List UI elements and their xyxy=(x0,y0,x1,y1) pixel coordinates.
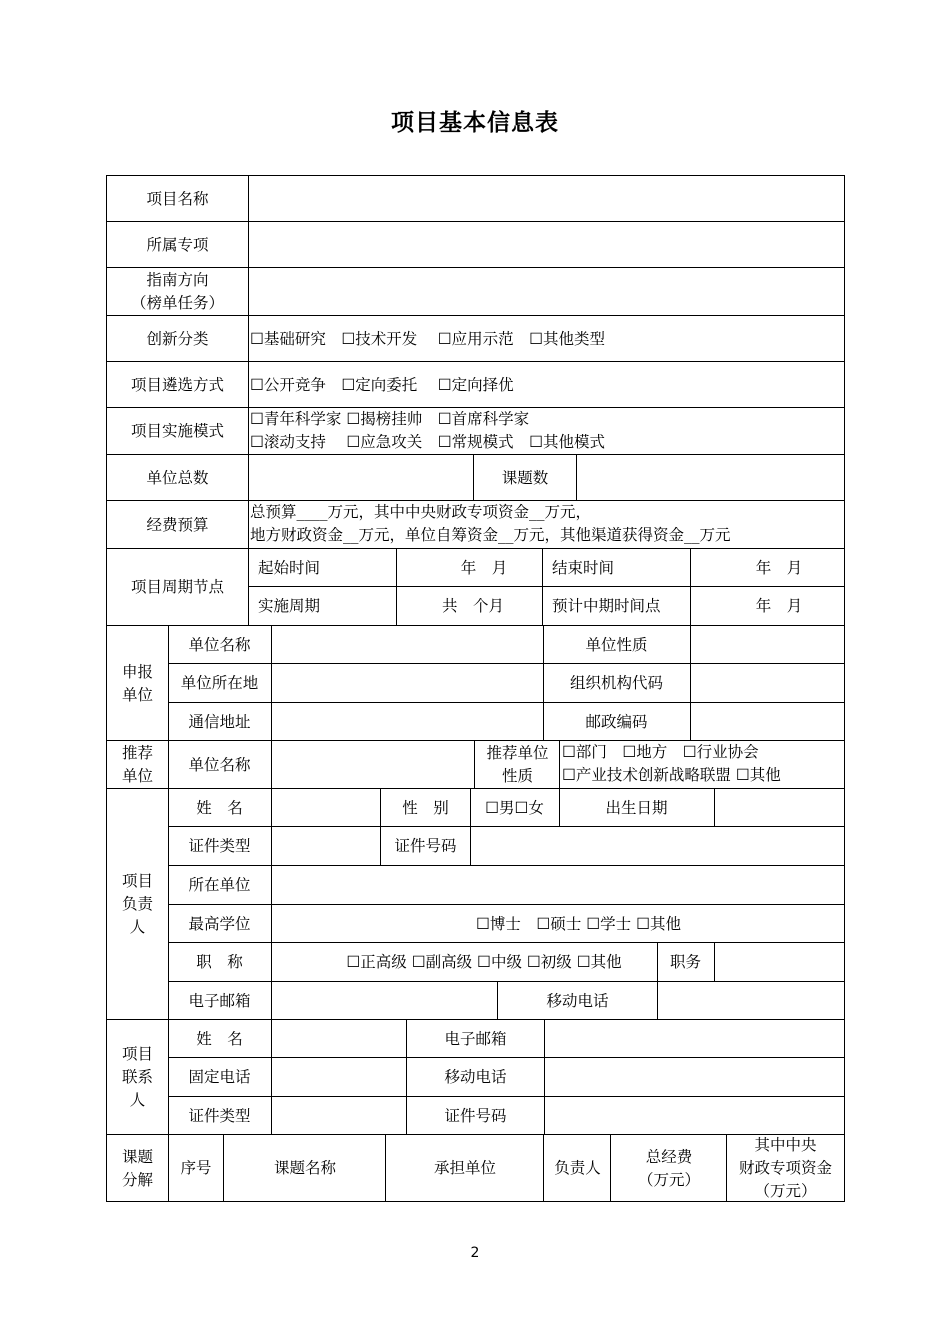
subjects-col-leader: 负责人 xyxy=(554,1159,601,1177)
col-divider xyxy=(714,788,715,827)
subjects-central-line2: 财政专项资金 xyxy=(738,1159,832,1177)
contact-group-line3: 人 xyxy=(129,1091,146,1109)
col-divider xyxy=(543,1134,544,1202)
row-divider xyxy=(107,221,845,222)
label-impl-period: 实施周期 xyxy=(258,597,321,615)
row-divider xyxy=(107,361,845,362)
budget-line1: 总预算____万元，其中中央财政专项资金__万元， xyxy=(250,503,592,521)
col-divider xyxy=(406,1019,407,1135)
col-divider xyxy=(726,1134,727,1202)
col-divider xyxy=(385,1134,386,1202)
applicant-group-line1: 申报 xyxy=(121,662,153,681)
label-impl-mode: 项目实施模式 xyxy=(130,422,224,440)
contact-phone-field[interactable] xyxy=(272,1059,406,1096)
label-leader-id-no: 证件号码 xyxy=(394,837,457,855)
recommender-nature-options[interactable] xyxy=(560,741,844,789)
leader-degree-options[interactable]: ☐博士 ☐硕士 ☐学士 ☐其他 xyxy=(476,914,681,933)
row-divider xyxy=(107,500,845,501)
label-contact-id-type: 证件类型 xyxy=(188,1106,251,1125)
contact-id-type-field[interactable] xyxy=(272,1098,406,1134)
recommender-group-line2: 单位 xyxy=(121,767,153,785)
guide-direction-field[interactable] xyxy=(249,269,844,315)
col-divider xyxy=(544,1019,545,1135)
applicant-row-divider xyxy=(168,663,845,664)
label-leader-degree: 最高学位 xyxy=(188,914,251,933)
special-program-field[interactable] xyxy=(249,223,844,267)
group-column-divider xyxy=(168,625,169,1202)
recommender-unit-name-field[interactable] xyxy=(272,742,474,788)
contact-email-field[interactable] xyxy=(545,1021,844,1057)
leader-position-field[interactable] xyxy=(715,944,844,981)
applicant-address-field[interactable] xyxy=(272,704,542,740)
label-unit-count: 单位总数 xyxy=(146,468,209,487)
label-project-name: 项目名称 xyxy=(146,189,209,208)
col-divider xyxy=(380,788,381,866)
label-leader-id-type: 证件类型 xyxy=(188,837,251,855)
leader-birth-field[interactable] xyxy=(715,790,844,826)
subjects-central-line3: （万元） xyxy=(754,1182,817,1200)
contact-group-line2: 联系 xyxy=(121,1068,153,1086)
label-postcode: 邮政编码 xyxy=(585,712,648,731)
impl-period-field[interactable]: 共 个月 xyxy=(441,597,504,615)
col-divider xyxy=(690,625,691,741)
label-special-program: 所属专项 xyxy=(146,235,209,254)
label-leader-gender: 性 别 xyxy=(402,798,449,817)
table-border-left xyxy=(106,175,107,1202)
impl-mode-options[interactable] xyxy=(248,408,844,455)
leader-row-divider xyxy=(168,981,845,982)
label-contact-id-no: 证件号码 xyxy=(444,1106,507,1125)
leader-id-type-field[interactable] xyxy=(272,828,380,865)
label-guide-direction-line2: （榜单任务） xyxy=(130,294,224,312)
col-divider xyxy=(576,454,577,501)
leader-group-line2: 负责 xyxy=(121,895,153,913)
subject-count-field[interactable] xyxy=(577,456,844,500)
col-divider xyxy=(271,788,272,1020)
col-divider xyxy=(610,1134,611,1202)
col-divider xyxy=(470,788,471,866)
leader-group-line1: 项目 xyxy=(121,872,153,890)
subjects-col-total xyxy=(611,1135,727,1202)
label-contact-phone: 固定电话 xyxy=(188,1068,251,1086)
applicant-group-line2: 单位 xyxy=(121,685,153,704)
leader-row-divider xyxy=(168,942,845,943)
cycle-row-divider xyxy=(248,586,845,587)
budget-text[interactable] xyxy=(248,501,844,549)
subjects-col-seq: 序号 xyxy=(180,1159,212,1177)
subjects-group-line2: 分解 xyxy=(121,1170,153,1189)
col-divider xyxy=(559,788,560,827)
page-number: 2 xyxy=(470,1245,480,1261)
label-applicant-location: 单位所在地 xyxy=(180,674,259,692)
subjects-col-central xyxy=(727,1135,844,1202)
end-time-field[interactable]: 年 月 xyxy=(755,558,803,577)
recommender-group-line1: 推荐 xyxy=(121,744,153,762)
label-column-divider xyxy=(248,175,249,626)
leader-name-field[interactable] xyxy=(272,790,380,826)
leader-row-divider xyxy=(168,826,845,827)
row-divider xyxy=(107,407,845,408)
label-leader-mobile: 移动电话 xyxy=(546,991,609,1010)
applicant-group-label xyxy=(107,626,168,741)
label-leader-birth: 出生日期 xyxy=(605,798,668,817)
recommender-nature-line2: 性质 xyxy=(501,767,533,785)
label-end-time: 结束时间 xyxy=(552,558,615,577)
subjects-central-line1: 其中中央 xyxy=(754,1136,817,1154)
col-divider xyxy=(474,740,475,789)
col-divider xyxy=(497,981,498,1020)
row-divider xyxy=(107,454,845,455)
col-divider xyxy=(271,625,272,789)
contact-group-label xyxy=(107,1020,168,1135)
subjects-group-label xyxy=(107,1135,168,1202)
recommender-nature-line1: 推荐单位 xyxy=(486,744,549,762)
label-innovation-type: 创新分类 xyxy=(146,329,209,348)
label-contact-mobile: 移动电话 xyxy=(444,1068,507,1086)
label-leader-unit: 所在单位 xyxy=(188,876,251,894)
applicant-row-divider xyxy=(168,702,845,703)
label-org-code: 组织机构代码 xyxy=(569,674,663,692)
col-divider xyxy=(543,625,544,741)
label-cycle: 项目周期节点 xyxy=(130,578,224,596)
row-divider xyxy=(107,788,845,789)
recommender-group-label xyxy=(107,741,168,789)
contact-name-field[interactable] xyxy=(272,1021,406,1057)
col-divider xyxy=(223,1134,224,1202)
label-contact-email: 电子邮箱 xyxy=(444,1029,507,1048)
postcode-field[interactable] xyxy=(691,704,844,740)
leader-title-options[interactable]: ☐正高级 ☐副高级 ☐中级 ☐初级 ☐其他 xyxy=(346,953,622,971)
contact-row-divider xyxy=(168,1057,845,1058)
label-subject-count: 课题数 xyxy=(501,468,549,487)
col-divider xyxy=(714,942,715,982)
start-time-field[interactable]: 年 月 xyxy=(460,558,508,577)
mid-term-field[interactable]: 年 月 xyxy=(755,597,803,615)
label-selection-method: 项目遴选方式 xyxy=(130,375,224,394)
col-divider xyxy=(396,548,397,626)
label-leader-email: 电子邮箱 xyxy=(188,991,251,1010)
selection-method-options[interactable]: ☐公开竞争 ☐定向委托 ☐定向择优 xyxy=(250,375,514,394)
leader-unit-field[interactable] xyxy=(272,867,844,904)
subjects-col-name: 课题名称 xyxy=(273,1159,336,1177)
label-start-time: 起始时间 xyxy=(258,558,321,577)
col-divider xyxy=(473,454,474,501)
recommender-opts-line1[interactable]: ☐部门 ☐地方 ☐行业协会 xyxy=(562,743,759,761)
label-guide-direction xyxy=(107,268,248,316)
row-divider xyxy=(107,625,845,626)
leader-id-no-field[interactable] xyxy=(471,828,844,865)
leader-group-label xyxy=(107,789,168,1020)
contact-mobile-field[interactable] xyxy=(545,1059,844,1096)
label-leader-name: 姓 名 xyxy=(196,798,243,817)
project-name-field[interactable] xyxy=(249,177,844,221)
applicant-location-field[interactable] xyxy=(272,665,542,702)
contact-id-no-field[interactable] xyxy=(545,1098,844,1134)
leader-row-divider xyxy=(168,904,845,905)
leader-row-divider xyxy=(168,865,845,866)
leader-group-line3: 人 xyxy=(129,918,146,936)
subjects-group-line1: 课题 xyxy=(121,1147,153,1166)
leader-email-field[interactable] xyxy=(272,983,497,1019)
label-recommender-nature xyxy=(475,741,560,789)
label-applicant-address: 通信地址 xyxy=(188,712,251,731)
row-divider xyxy=(107,1134,845,1135)
col-divider xyxy=(559,740,560,789)
unit-count-field[interactable] xyxy=(249,456,473,500)
row-divider xyxy=(107,1019,845,1020)
col-divider xyxy=(271,1019,272,1135)
row-divider xyxy=(107,740,845,741)
label-leader-position: 职务 xyxy=(669,953,701,971)
label-contact-name: 姓 名 xyxy=(196,1029,243,1048)
label-guide-direction-line1: 指南方向 xyxy=(146,271,209,289)
leader-gender-options[interactable]: ☐男☐女 xyxy=(485,798,544,817)
applicant-unit-nature-field[interactable] xyxy=(691,627,844,663)
label-leader-title: 职 称 xyxy=(196,953,243,971)
contact-row-divider xyxy=(168,1096,845,1097)
row-divider xyxy=(107,267,845,268)
budget-line2: 地方财政资金__万元，单位自筹资金__万元，其他渠道获得资金__万元 xyxy=(250,526,731,544)
impl-mode-line2[interactable]: ☐滚动支持 ☐应急攻关 ☐常规模式 ☐其他模式 xyxy=(250,433,606,451)
row-divider xyxy=(107,548,845,549)
innovation-type-options[interactable]: ☐基础研究 ☐技术开发 ☐应用示范 ☐其他类型 xyxy=(250,329,606,348)
table-border-bottom xyxy=(107,1201,845,1202)
label-applicant-unit-nature: 单位性质 xyxy=(585,635,648,654)
col-divider xyxy=(690,548,691,626)
applicant-unit-name-field[interactable] xyxy=(272,627,542,663)
contact-group-line1: 项目 xyxy=(121,1045,153,1063)
impl-mode-line1[interactable]: ☐青年科学家 ☐揭榜挂帅 ☐首席科学家 xyxy=(250,410,530,428)
table-border-top xyxy=(107,175,845,176)
recommender-opts-line2[interactable]: ☐产业技术创新战略联盟 ☐其他 xyxy=(562,766,781,784)
org-code-field[interactable] xyxy=(691,665,844,702)
label-budget: 经费预算 xyxy=(146,515,209,534)
subjects-total-line1: 总经费 xyxy=(645,1147,693,1166)
col-divider xyxy=(542,548,543,626)
label-mid-term: 预计中期时间点 xyxy=(552,597,661,615)
col-divider xyxy=(657,942,658,1020)
row-divider xyxy=(107,315,845,316)
leader-mobile-field[interactable] xyxy=(658,983,844,1019)
label-recommender-unit-name: 单位名称 xyxy=(188,755,251,774)
page-title: 项目基本信息表 xyxy=(391,110,559,136)
subjects-total-line2: （万元） xyxy=(637,1170,700,1189)
subjects-col-undertaker: 承担单位 xyxy=(433,1159,496,1177)
table-border-right xyxy=(844,175,845,1202)
label-applicant-unit-name: 单位名称 xyxy=(188,635,251,654)
